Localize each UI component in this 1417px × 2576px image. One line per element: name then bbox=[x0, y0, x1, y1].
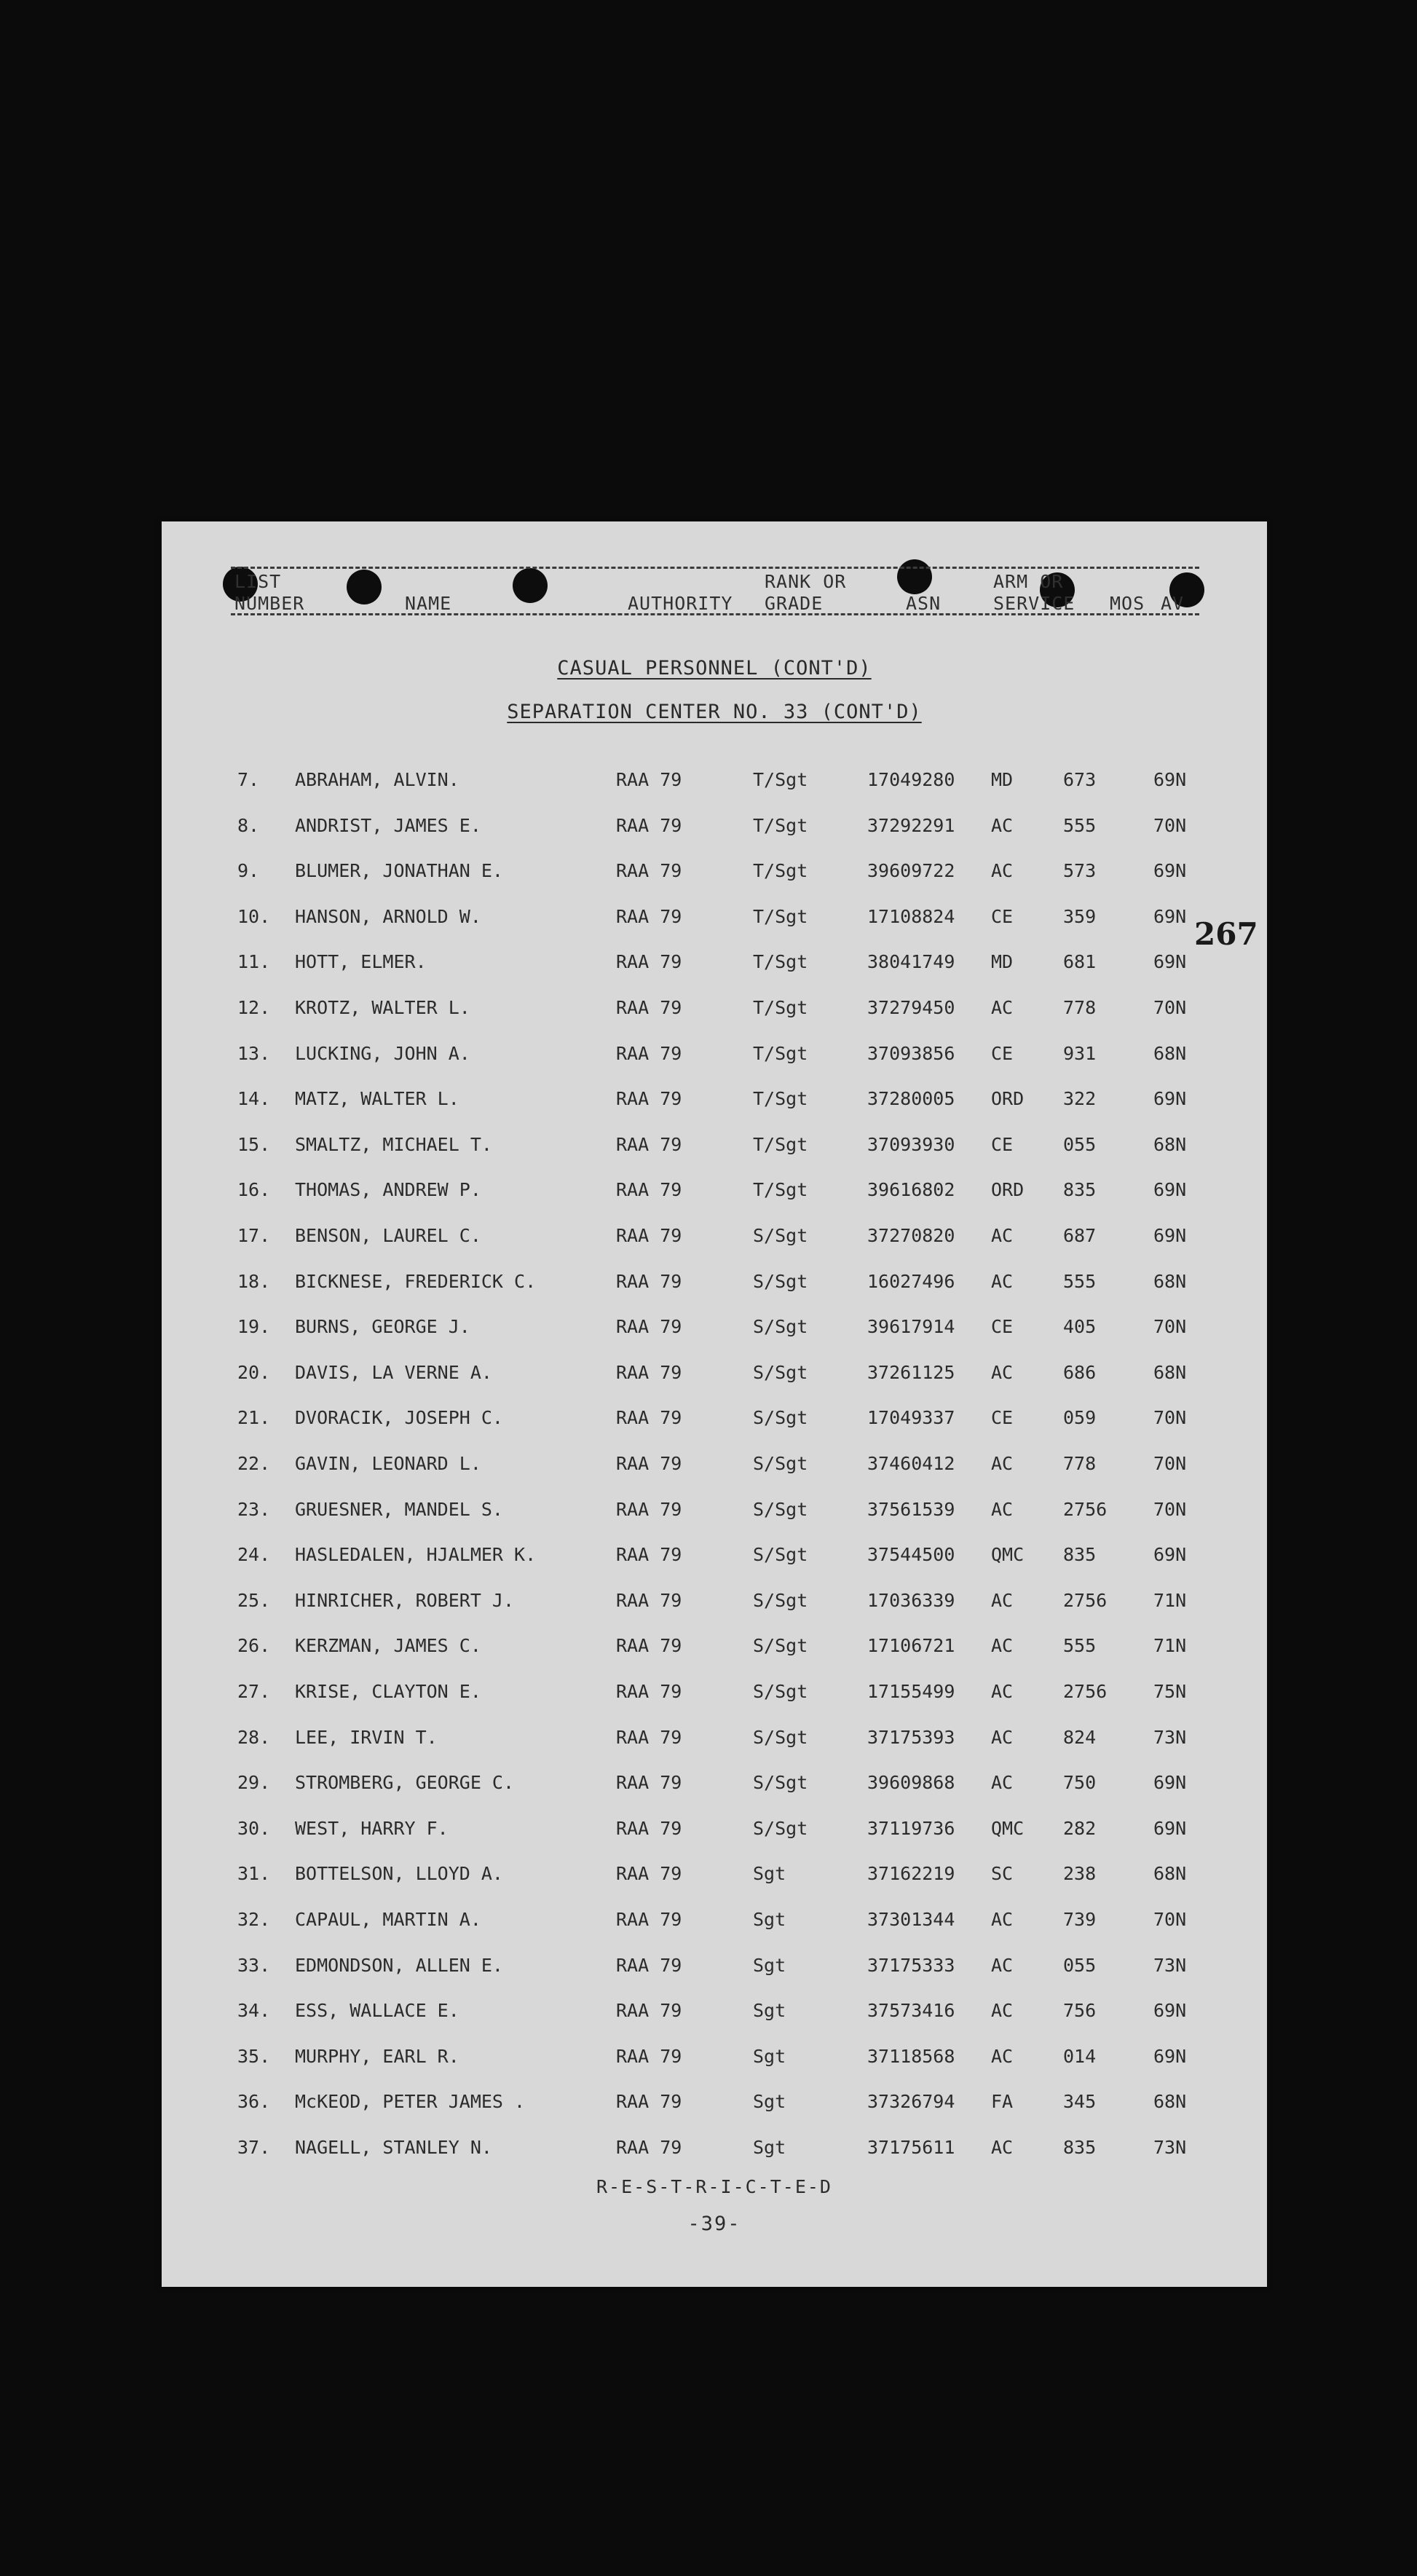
cell-asn: 38041749 bbox=[867, 951, 955, 973]
cell-name: KRISE, CLAYTON E. bbox=[295, 1681, 481, 1702]
cell-num: 7. bbox=[237, 769, 260, 790]
page-number: -39- bbox=[687, 2213, 741, 2235]
cell-auth: RAA 79 bbox=[616, 1681, 682, 1702]
cell-av: 69N bbox=[1153, 2045, 1187, 2067]
cell-auth: RAA 79 bbox=[616, 951, 682, 973]
cell-name: DVORACIK, JOSEPH C. bbox=[295, 1407, 503, 1429]
cell-mos: 824 bbox=[1063, 1726, 1097, 1748]
cell-name: BICKNESE, FREDERICK C. bbox=[295, 1270, 537, 1292]
cell-num: 29. bbox=[237, 1772, 271, 1794]
cell-rank: Sgt bbox=[753, 2137, 786, 2158]
table-row bbox=[162, 997, 1267, 1026]
header-rank-or-grade: RANK OR GRADE bbox=[765, 571, 847, 614]
cell-auth: RAA 79 bbox=[616, 1544, 682, 1566]
cell-rank: S/Sgt bbox=[753, 1498, 808, 1520]
cell-rank: Sgt bbox=[753, 1909, 786, 1930]
table-row bbox=[162, 2137, 1267, 2166]
table-row bbox=[162, 1088, 1267, 1117]
table-row bbox=[162, 815, 1267, 844]
table-row bbox=[162, 1818, 1267, 1847]
section-subtitle-text: SEPARATION CENTER NO. 33 (CONT'D) bbox=[507, 701, 922, 723]
cell-arm: AC bbox=[991, 1772, 1014, 1794]
cell-num: 24. bbox=[237, 1544, 271, 1566]
table-row bbox=[162, 1499, 1267, 1528]
cell-av: 68N bbox=[1153, 1270, 1187, 1292]
cell-arm: AC bbox=[991, 1453, 1014, 1474]
cell-num: 27. bbox=[237, 1681, 271, 1702]
cell-av: 69N bbox=[1153, 905, 1187, 927]
cell-arm: AC bbox=[991, 1270, 1014, 1292]
header-name: NAME bbox=[405, 593, 452, 614]
table-row bbox=[162, 1316, 1267, 1345]
cell-av: 68N bbox=[1153, 2091, 1187, 2113]
cell-rank: T/Sgt bbox=[753, 1133, 808, 1155]
cell-arm: AC bbox=[991, 1726, 1014, 1748]
cell-asn: 37119736 bbox=[867, 1817, 955, 1839]
cell-asn: 39616802 bbox=[867, 1179, 955, 1201]
cell-num: 26. bbox=[237, 1635, 271, 1657]
cell-rank: S/Sgt bbox=[753, 1225, 808, 1246]
table-row bbox=[162, 1362, 1267, 1391]
table-row bbox=[162, 1909, 1267, 1938]
cell-asn: 37573416 bbox=[867, 2000, 955, 2022]
cell-auth: RAA 79 bbox=[616, 1453, 682, 1474]
cell-auth: RAA 79 bbox=[616, 814, 682, 836]
cell-av: 70N bbox=[1153, 1498, 1187, 1520]
cell-av: 69N bbox=[1153, 1225, 1187, 1246]
cell-rank: Sgt bbox=[753, 2091, 786, 2113]
cell-asn: 17036339 bbox=[867, 1589, 955, 1611]
table-row bbox=[162, 1043, 1267, 1072]
cell-auth: RAA 79 bbox=[616, 1635, 682, 1657]
cell-mos: 739 bbox=[1063, 1909, 1097, 1930]
cell-arm: FA bbox=[991, 2091, 1014, 2113]
cell-rank: Sgt bbox=[753, 2045, 786, 2067]
table-row bbox=[162, 1863, 1267, 1892]
cell-arm: CE bbox=[991, 905, 1014, 927]
cell-num: 22. bbox=[237, 1453, 271, 1474]
cell-num: 19. bbox=[237, 1316, 271, 1338]
cell-mos: 555 bbox=[1063, 1270, 1097, 1292]
cell-mos: 359 bbox=[1063, 905, 1097, 927]
cell-av: 69N bbox=[1153, 1817, 1187, 1839]
cell-auth: RAA 79 bbox=[616, 1088, 682, 1110]
cell-rank: S/Sgt bbox=[753, 1361, 808, 1383]
cell-auth: RAA 79 bbox=[616, 1270, 682, 1292]
cell-num: 18. bbox=[237, 1270, 271, 1292]
cell-auth: RAA 79 bbox=[616, 2091, 682, 2113]
cell-asn: 37326794 bbox=[867, 2091, 955, 2113]
cell-num: 9. bbox=[237, 860, 260, 882]
cell-mos: 835 bbox=[1063, 1179, 1097, 1201]
cell-name: THOMAS, ANDREW P. bbox=[295, 1179, 481, 1201]
cell-rank: S/Sgt bbox=[753, 1817, 808, 1839]
table-row bbox=[162, 860, 1267, 889]
cell-asn: 17049337 bbox=[867, 1407, 955, 1429]
cell-rank: S/Sgt bbox=[753, 1453, 808, 1474]
cell-mos: 673 bbox=[1063, 769, 1097, 790]
cell-rank: S/Sgt bbox=[753, 1407, 808, 1429]
cell-mos: 778 bbox=[1063, 1453, 1097, 1474]
cell-mos: 681 bbox=[1063, 951, 1097, 973]
cell-rank: T/Sgt bbox=[753, 1042, 808, 1064]
cell-mos: 238 bbox=[1063, 1863, 1097, 1885]
table-row bbox=[162, 1271, 1267, 1300]
cell-auth: RAA 79 bbox=[616, 1817, 682, 1839]
cell-asn: 37301344 bbox=[867, 1909, 955, 1930]
cell-arm: CE bbox=[991, 1042, 1014, 1064]
cell-num: 8. bbox=[237, 814, 260, 836]
cell-arm: MD bbox=[991, 769, 1014, 790]
cell-auth: RAA 79 bbox=[616, 1863, 682, 1885]
cell-asn: 37460412 bbox=[867, 1453, 955, 1474]
cell-mos: 014 bbox=[1063, 2045, 1097, 2067]
cell-mos: 2756 bbox=[1063, 1498, 1108, 1520]
cell-asn: 37118568 bbox=[867, 2045, 955, 2067]
cell-auth: RAA 79 bbox=[616, 769, 682, 790]
cell-asn: 37270820 bbox=[867, 1225, 955, 1246]
cell-auth: RAA 79 bbox=[616, 1772, 682, 1794]
cell-arm: AC bbox=[991, 1681, 1014, 1702]
cell-asn: 39609868 bbox=[867, 1772, 955, 1794]
cell-asn: 37279450 bbox=[867, 997, 955, 1018]
cell-rank: T/Sgt bbox=[753, 814, 808, 836]
cell-num: 31. bbox=[237, 1863, 271, 1885]
cell-av: 69N bbox=[1153, 951, 1187, 973]
cell-arm: ORD bbox=[991, 1179, 1025, 1201]
cell-mos: 750 bbox=[1063, 1772, 1097, 1794]
cell-av: 69N bbox=[1153, 1179, 1187, 1201]
cell-num: 20. bbox=[237, 1361, 271, 1383]
header-asn: ASN bbox=[906, 593, 942, 614]
cell-rank: T/Sgt bbox=[753, 951, 808, 973]
cell-auth: RAA 79 bbox=[616, 1726, 682, 1748]
cell-name: ANDRIST, JAMES E. bbox=[295, 814, 481, 836]
cell-num: 30. bbox=[237, 1817, 271, 1839]
cell-arm: CE bbox=[991, 1316, 1014, 1338]
cell-num: 34. bbox=[237, 2000, 271, 2022]
cell-asn: 37093930 bbox=[867, 1133, 955, 1155]
cell-rank: Sgt bbox=[753, 1863, 786, 1885]
table-row bbox=[162, 1453, 1267, 1482]
cell-auth: RAA 79 bbox=[616, 1225, 682, 1246]
table-row bbox=[162, 1134, 1267, 1163]
cell-rank: S/Sgt bbox=[753, 1544, 808, 1566]
cell-mos: 405 bbox=[1063, 1316, 1097, 1338]
cell-num: 13. bbox=[237, 1042, 271, 1064]
cell-mos: 555 bbox=[1063, 814, 1097, 836]
cell-name: HOTT, ELMER. bbox=[295, 951, 427, 973]
cell-asn: 37162219 bbox=[867, 1863, 955, 1885]
cell-name: GAVIN, LEONARD L. bbox=[295, 1453, 481, 1474]
cell-mos: 931 bbox=[1063, 1042, 1097, 1064]
cell-asn: 37093856 bbox=[867, 1042, 955, 1064]
cell-av: 70N bbox=[1153, 1407, 1187, 1429]
cell-num: 36. bbox=[237, 2091, 271, 2113]
section-title-text: CASUAL PERSONNEL (CONT'D) bbox=[557, 657, 872, 680]
cell-name: HINRICHER, ROBERT J. bbox=[295, 1589, 515, 1611]
cell-rank: T/Sgt bbox=[753, 905, 808, 927]
table-row bbox=[162, 1772, 1267, 1801]
cell-av: 69N bbox=[1153, 1772, 1187, 1794]
cell-mos: 282 bbox=[1063, 1817, 1097, 1839]
cell-name: BOTTELSON, LLOYD A. bbox=[295, 1863, 503, 1885]
cell-auth: RAA 79 bbox=[616, 1042, 682, 1064]
page-stamp-number: 267 bbox=[1194, 916, 1258, 952]
table-row bbox=[162, 1225, 1267, 1254]
table-row bbox=[162, 2091, 1267, 2120]
cell-rank: S/Sgt bbox=[753, 1316, 808, 1338]
cell-av: 70N bbox=[1153, 1453, 1187, 1474]
cell-auth: RAA 79 bbox=[616, 1133, 682, 1155]
cell-num: 11. bbox=[237, 951, 271, 973]
cell-num: 32. bbox=[237, 1909, 271, 1930]
table-row bbox=[162, 1635, 1267, 1664]
cell-rank: S/Sgt bbox=[753, 1726, 808, 1748]
table-row bbox=[162, 951, 1267, 980]
cell-mos: 555 bbox=[1063, 1635, 1097, 1657]
cell-arm: MD bbox=[991, 951, 1014, 973]
cell-av: 68N bbox=[1153, 1863, 1187, 1885]
cell-num: 14. bbox=[237, 1088, 271, 1110]
cell-av: 71N bbox=[1153, 1635, 1187, 1657]
cell-name: KERZMAN, JAMES C. bbox=[295, 1635, 481, 1657]
cell-mos: 573 bbox=[1063, 860, 1097, 882]
cell-auth: RAA 79 bbox=[616, 1909, 682, 1930]
cell-name: MATZ, WALTER L. bbox=[295, 1088, 459, 1110]
cell-arm: AC bbox=[991, 860, 1014, 882]
cell-mos: 2756 bbox=[1063, 1681, 1108, 1702]
cell-av: 69N bbox=[1153, 769, 1187, 790]
table-row bbox=[162, 1407, 1267, 1436]
cell-rank: S/Sgt bbox=[753, 1270, 808, 1292]
cell-rank: T/Sgt bbox=[753, 860, 808, 882]
cell-rank: T/Sgt bbox=[753, 997, 808, 1018]
cell-auth: RAA 79 bbox=[616, 1498, 682, 1520]
cell-num: 10. bbox=[237, 905, 271, 927]
cell-asn: 37261125 bbox=[867, 1361, 955, 1383]
table-row bbox=[162, 2000, 1267, 2029]
cell-name: CAPAUL, MARTIN A. bbox=[295, 1909, 481, 1930]
cell-name: LUCKING, JOHN A. bbox=[295, 1042, 470, 1064]
cell-auth: RAA 79 bbox=[616, 1316, 682, 1338]
table-row bbox=[162, 769, 1267, 798]
restricted-marking: R-E-S-T-R-I-C-T-E-D bbox=[596, 2176, 832, 2197]
cell-av: 69N bbox=[1153, 860, 1187, 882]
cell-name: HANSON, ARNOLD W. bbox=[295, 905, 481, 927]
cell-av: 70N bbox=[1153, 814, 1187, 836]
cell-rank: S/Sgt bbox=[753, 1589, 808, 1611]
cell-mos: 059 bbox=[1063, 1407, 1097, 1429]
cell-av: 71N bbox=[1153, 1589, 1187, 1611]
cell-num: 23. bbox=[237, 1498, 271, 1520]
cell-rank: S/Sgt bbox=[753, 1772, 808, 1794]
cell-num: 33. bbox=[237, 1954, 271, 1976]
cell-av: 70N bbox=[1153, 1316, 1187, 1338]
cell-arm: AC bbox=[991, 814, 1014, 836]
cell-auth: RAA 79 bbox=[616, 2137, 682, 2158]
cell-num: 37. bbox=[237, 2137, 271, 2158]
cell-rank: T/Sgt bbox=[753, 1088, 808, 1110]
cell-arm: AC bbox=[991, 1635, 1014, 1657]
cell-av: 68N bbox=[1153, 1133, 1187, 1155]
cell-num: 17. bbox=[237, 1225, 271, 1246]
cell-rank: T/Sgt bbox=[753, 769, 808, 790]
cell-arm: CE bbox=[991, 1407, 1014, 1429]
cell-asn: 17155499 bbox=[867, 1681, 955, 1702]
cell-arm: ORD bbox=[991, 1088, 1025, 1110]
cell-mos: 686 bbox=[1063, 1361, 1097, 1383]
table-row bbox=[162, 1955, 1267, 1984]
cell-arm: AC bbox=[991, 1589, 1014, 1611]
cell-auth: RAA 79 bbox=[616, 905, 682, 927]
cell-asn: 17049280 bbox=[867, 769, 955, 790]
cell-av: 73N bbox=[1153, 1726, 1187, 1748]
cell-asn: 37561539 bbox=[867, 1498, 955, 1520]
document-page bbox=[162, 521, 1267, 2287]
cell-name: DAVIS, LA VERNE A. bbox=[295, 1361, 492, 1383]
cell-auth: RAA 79 bbox=[616, 1407, 682, 1429]
cell-num: 28. bbox=[237, 1726, 271, 1748]
cell-auth: RAA 79 bbox=[616, 2000, 682, 2022]
cell-av: 75N bbox=[1153, 1681, 1187, 1702]
section-subtitle bbox=[162, 701, 1267, 723]
header-av: AV bbox=[1161, 593, 1185, 614]
cell-arm: QMC bbox=[991, 1817, 1025, 1839]
punch-hole bbox=[513, 568, 548, 603]
table-row bbox=[162, 1727, 1267, 1756]
cell-av: 70N bbox=[1153, 997, 1187, 1018]
cell-av: 70N bbox=[1153, 1909, 1187, 1930]
cell-mos: 835 bbox=[1063, 1544, 1097, 1566]
cell-arm: AC bbox=[991, 1361, 1014, 1383]
cell-name: ABRAHAM, ALVIN. bbox=[295, 769, 459, 790]
cell-mos: 055 bbox=[1063, 1133, 1097, 1155]
cell-arm: AC bbox=[991, 2045, 1014, 2067]
cell-name: BLUMER, JONATHAN E. bbox=[295, 860, 503, 882]
cell-asn: 37292291 bbox=[867, 814, 955, 836]
cell-mos: 2756 bbox=[1063, 1589, 1108, 1611]
cell-asn: 37175393 bbox=[867, 1726, 955, 1748]
cell-num: 12. bbox=[237, 997, 271, 1018]
cell-asn: 39617914 bbox=[867, 1316, 955, 1338]
cell-asn: 37175333 bbox=[867, 1954, 955, 1976]
header-arm-or-service: ARM OR SERVICE bbox=[993, 571, 1075, 614]
cell-num: 21. bbox=[237, 1407, 271, 1429]
cell-arm: AC bbox=[991, 1954, 1014, 1976]
header-mos: MOS bbox=[1110, 593, 1145, 614]
punch-hole bbox=[347, 570, 382, 604]
cell-rank: Sgt bbox=[753, 1954, 786, 1976]
cell-av: 68N bbox=[1153, 1042, 1187, 1064]
table-row bbox=[162, 1544, 1267, 1573]
cell-asn: 16027496 bbox=[867, 1270, 955, 1292]
cell-num: 35. bbox=[237, 2045, 271, 2067]
cell-num: 25. bbox=[237, 1589, 271, 1611]
cell-name: GRUESNER, MANDEL S. bbox=[295, 1498, 503, 1520]
cell-arm: AC bbox=[991, 1498, 1014, 1520]
cell-arm: AC bbox=[991, 1909, 1014, 1930]
cell-auth: RAA 79 bbox=[616, 1589, 682, 1611]
cell-name: LEE, IRVIN T. bbox=[295, 1726, 438, 1748]
cell-num: 15. bbox=[237, 1133, 271, 1155]
cell-rank: S/Sgt bbox=[753, 1681, 808, 1702]
cell-name: NAGELL, STANLEY N. bbox=[295, 2137, 492, 2158]
cell-arm: AC bbox=[991, 2000, 1014, 2022]
table-row bbox=[162, 906, 1267, 935]
cell-num: 16. bbox=[237, 1179, 271, 1201]
cell-av: 69N bbox=[1153, 2000, 1187, 2022]
cell-arm: SC bbox=[991, 1863, 1014, 1885]
cell-mos: 756 bbox=[1063, 2000, 1097, 2022]
cell-asn: 37280005 bbox=[867, 1088, 955, 1110]
section-title bbox=[162, 657, 1267, 680]
cell-mos: 055 bbox=[1063, 1954, 1097, 1976]
cell-av: 73N bbox=[1153, 1954, 1187, 1976]
cell-mos: 345 bbox=[1063, 2091, 1097, 2113]
header-list-number: LIST NUMBER bbox=[234, 571, 305, 614]
cell-name: BURNS, GEORGE J. bbox=[295, 1316, 470, 1338]
cell-auth: RAA 79 bbox=[616, 1179, 682, 1201]
cell-asn: 39609722 bbox=[867, 860, 955, 882]
cell-name: SMALTZ, MICHAEL T. bbox=[295, 1133, 492, 1155]
cell-av: 69N bbox=[1153, 1544, 1187, 1566]
cell-arm: AC bbox=[991, 1225, 1014, 1246]
cell-name: KROTZ, WALTER L. bbox=[295, 997, 470, 1018]
cell-arm: AC bbox=[991, 997, 1014, 1018]
cell-asn: 17106721 bbox=[867, 1635, 955, 1657]
cell-name: STROMBERG, GEORGE C. bbox=[295, 1772, 515, 1794]
cell-name: HASLEDALEN, HJALMER K. bbox=[295, 1544, 537, 1566]
cell-rank: S/Sgt bbox=[753, 1635, 808, 1657]
table-row bbox=[162, 1590, 1267, 1619]
table-row bbox=[162, 1179, 1267, 1208]
cell-mos: 687 bbox=[1063, 1225, 1097, 1246]
cell-av: 68N bbox=[1153, 1361, 1187, 1383]
cell-asn: 17108824 bbox=[867, 905, 955, 927]
cell-av: 73N bbox=[1153, 2137, 1187, 2158]
cell-auth: RAA 79 bbox=[616, 1361, 682, 1383]
cell-arm: AC bbox=[991, 2137, 1014, 2158]
cell-arm: CE bbox=[991, 1133, 1014, 1155]
cell-name: WEST, HARRY F. bbox=[295, 1817, 449, 1839]
cell-rank: T/Sgt bbox=[753, 1179, 808, 1201]
header-authority: AUTHORITY bbox=[628, 593, 733, 614]
cell-asn: 37175611 bbox=[867, 2137, 955, 2158]
header-rule-top bbox=[231, 567, 1199, 569]
cell-name: BENSON, LAUREL C. bbox=[295, 1225, 481, 1246]
cell-rank: Sgt bbox=[753, 2000, 786, 2022]
cell-mos: 778 bbox=[1063, 997, 1097, 1018]
cell-mos: 835 bbox=[1063, 2137, 1097, 2158]
cell-name: EDMONDSON, ALLEN E. bbox=[295, 1954, 503, 1976]
cell-auth: RAA 79 bbox=[616, 860, 682, 882]
cell-auth: RAA 79 bbox=[616, 997, 682, 1018]
cell-name: McKEOD, PETER JAMES . bbox=[295, 2091, 526, 2113]
cell-arm: QMC bbox=[991, 1544, 1025, 1566]
cell-name: MURPHY, EARL R. bbox=[295, 2045, 459, 2067]
cell-auth: RAA 79 bbox=[616, 1954, 682, 1976]
table-row bbox=[162, 2046, 1267, 2075]
cell-name: ESS, WALLACE E. bbox=[295, 2000, 459, 2022]
table-row bbox=[162, 1681, 1267, 1710]
cell-asn: 37544500 bbox=[867, 1544, 955, 1566]
punch-hole bbox=[897, 559, 932, 594]
cell-av: 69N bbox=[1153, 1088, 1187, 1110]
cell-mos: 322 bbox=[1063, 1088, 1097, 1110]
cell-auth: RAA 79 bbox=[616, 2045, 682, 2067]
